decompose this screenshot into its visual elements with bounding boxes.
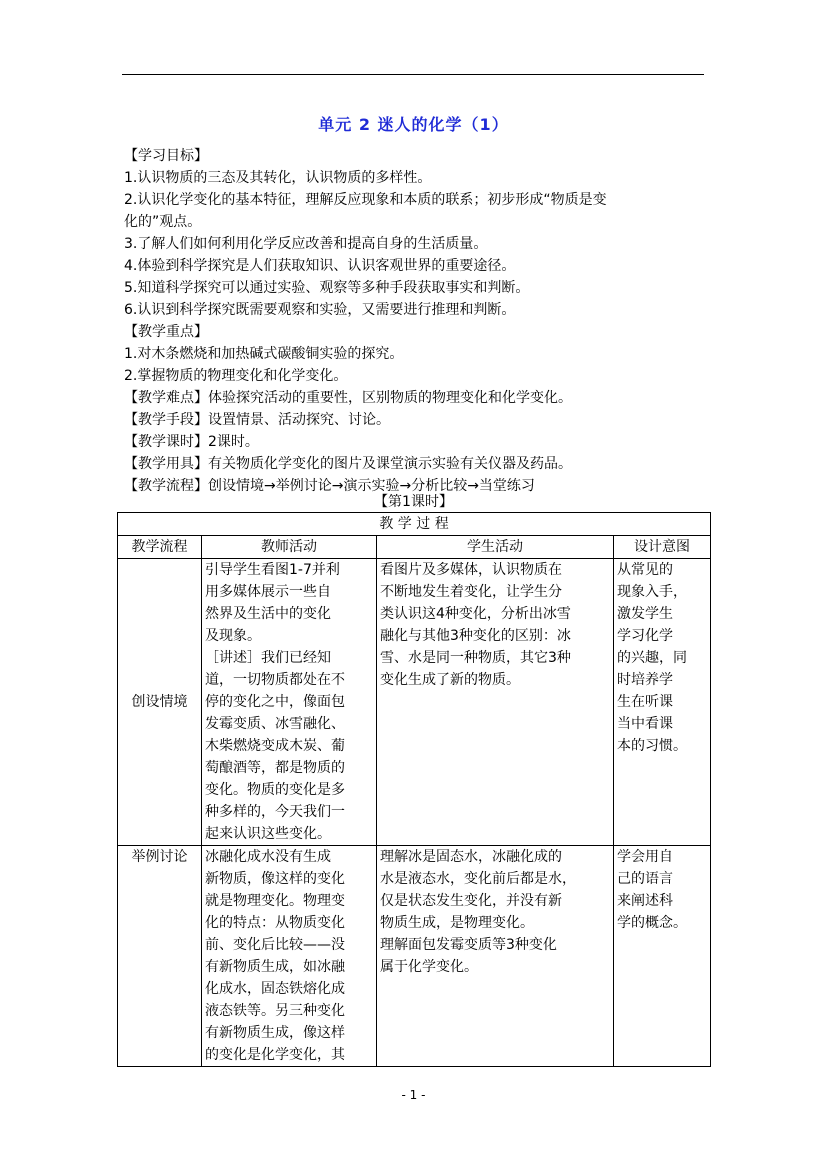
means-line: 【教学手段】设置情景、活动探究、讨论。 [124,412,390,428]
page-title: 单元 2 迷人的化学（1） [318,115,509,134]
tools-line: 【教学用具】有关物质化学变化的图片及课堂演示实验有关仪器及药品。 [124,456,572,472]
objective-line: 2.认识化学变化的基本特征，理解反应现象和本质的联系；初步形成“物质是变 [124,192,607,208]
objective-line: 4.体验到科学探究是人们获取知识、认识客观世界的重要途径。 [124,258,516,274]
difficulty-line: 【教学难点】体验探究活动的重要性，区别物质的物理变化和化学变化。 [124,390,572,406]
key-points-heading: 【教学重点】 [124,324,208,340]
table-caption-row [118,513,711,536]
teacher-cell: 冰融化成水没有生成 新物质，像这样的变化 就是物理变化。物理变 化的特点：从物质变化 前、变化后比较——没 有新物质生成，如冰融 化成水，固态铁熔化成 液态铁等。另三种变化 有新物质生成，像这样 的变化是化学变化，其 [202,846,377,1067]
intent-cell: 学会用自 己的语言 来阐述科 学的概念。 [614,846,711,1067]
objective-line: 3.了解人们如何利用化学反应改善和提高自身的生活质量。 [124,236,488,252]
objective-line: 1.认识物质的三态及其转化，认识物质的多样性。 [124,170,432,186]
header-rule [122,74,704,75]
stage-cell: 创设情境 [118,559,202,846]
table-caption: 教 学 过 程 [118,513,711,536]
table-row [118,846,711,1067]
objective-line: 化的”观点。 [124,214,202,230]
key-point-line: 2.掌握物质的物理变化和化学变化。 [124,368,348,384]
lesson-label: 【第1课时】 [374,494,453,510]
page-number: - 1 - [401,1088,426,1102]
student-cell: 看图片及多媒体，认识物质在 不断地发生着变化，让学生分 类认识这4种变化，分析出冰雪 融化与其他3种变化的区别：冰 雪、水是同一种物质，其它3种 变化生成了新的物质。 [377,559,614,846]
objective-line: 5.知道科学探究可以通过实验、观察等多种手段获取事实和判断。 [124,280,530,296]
stage-cell: 举例讨论 [118,846,202,1067]
objective-line: 6.认识到科学探究既需要观察和实验，又需要进行推理和判断。 [124,302,516,318]
header-student: 学生活动 [377,536,614,559]
objectives-heading: 【学习目标】 [124,148,208,164]
header-stage: 教学流程 [118,536,202,559]
intent-cell: 从常见的 现象入手， 激发学生 学习化学 的兴趣，同 时培养学 生在听课 当中看课 本的习惯。 [614,559,711,846]
table-row [118,559,711,846]
header-teacher: 教师活动 [202,536,377,559]
intro-content [124,145,704,497]
teacher-cell: 引导学生看图1-7并利 用多媒体展示一些自 然界及生活中的变化 及现象。 ［讲述］我们已经知 道，一切物质都处在不 停的变化之中，像面包 发霉变质、冰雪融化、 木柴燃烧变成木炭、葡 萄酿酒等，都是物质的 变化。物质的变化是多 种多样的，今天我们一 起来认识这些变化。 [202,559,377,846]
process-table [117,512,711,1067]
table-header-row [118,536,711,559]
student-cell: 理解冰是固态水，冰融化成的 水是液态水，变化前后都是水， 仅是状态发生变化，并没有新 物质生成，是物理变化。 理解面包发霉变质等3种变化 属于化学变化。 [377,846,614,1067]
periods-line: 【教学课时】2课时。 [124,434,259,450]
key-point-line: 1.对木条燃烧和加热碱式碳酸铜实验的探究。 [124,346,404,362]
header-intent: 设计意图 [614,536,711,559]
flow-line: 【教学流程】创设情境→举例讨论→演示实验→分析比较→当堂练习 [124,478,535,494]
